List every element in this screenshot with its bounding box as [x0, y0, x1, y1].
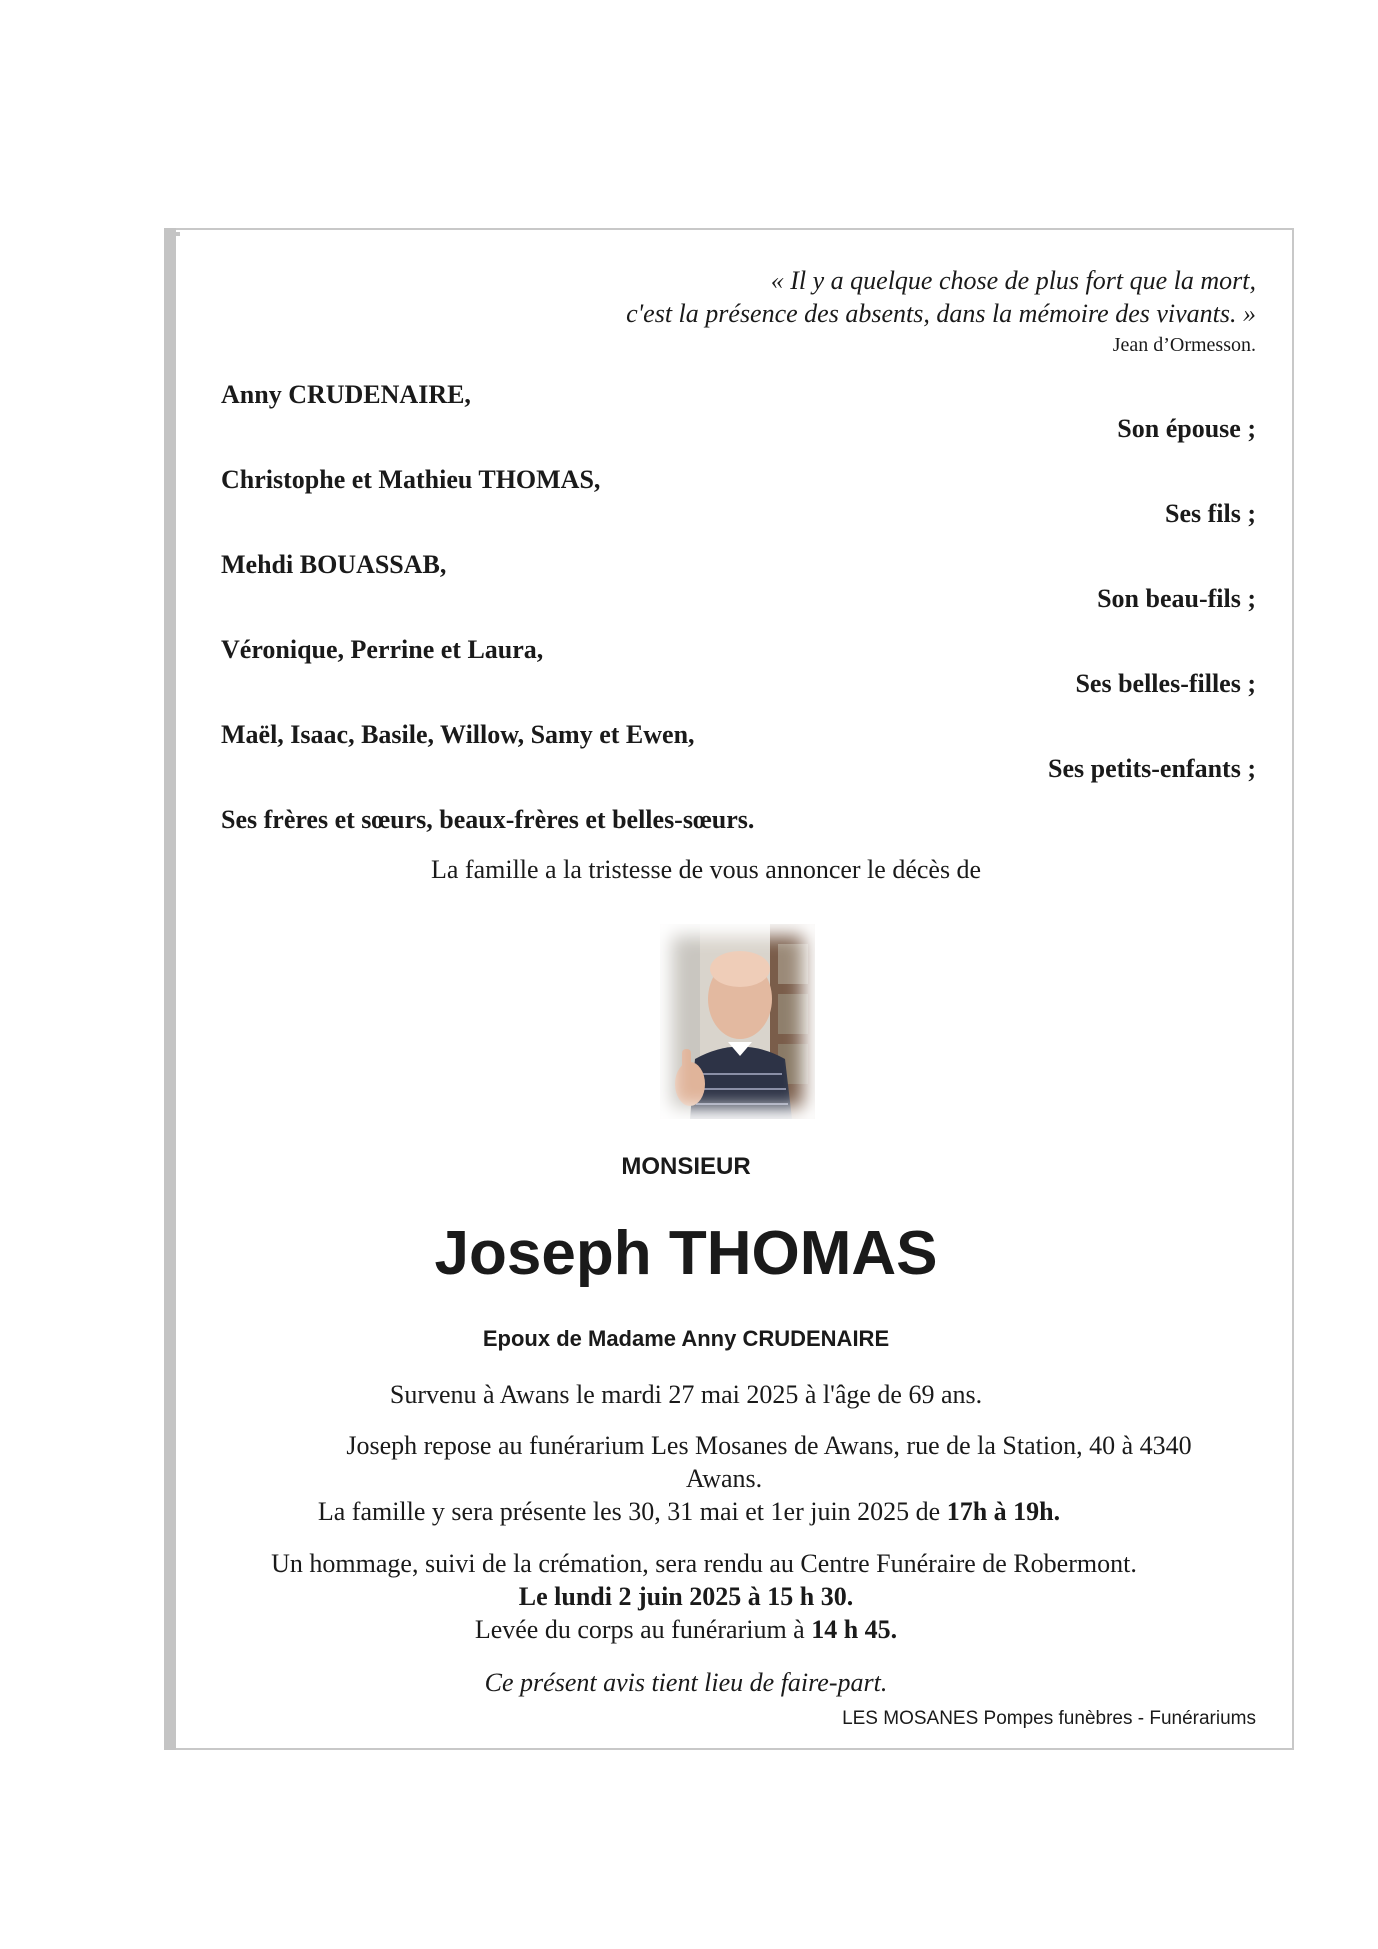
- faire-part-notice: Ce présent avis tient lieu de faire-part.: [484, 1668, 888, 1697]
- family-relation-spouse: Son épouse ;: [1117, 414, 1256, 443]
- frame-corner-mark: [176, 232, 180, 236]
- quote-author: Jean d’Ormesson.: [1112, 334, 1256, 356]
- family-names-stepson: Mehdi BOUASSAB,: [221, 550, 447, 579]
- family-relation-daughters-in-law: Ses belles-filles ;: [1075, 669, 1256, 698]
- levee-time: 14 h 45.: [811, 1615, 898, 1644]
- presence-text: La famille y sera présente les 30, 31 mai et 1er juin 2025 de: [317, 1497, 947, 1526]
- presence-line: [0, 1497, 1378, 1527]
- deceased-title: MONSIEUR: [621, 1153, 751, 1180]
- quote-line-2: c'est la présence des absents, dans la mémoire des vivants. »: [626, 299, 1256, 328]
- repose-line-1: Joseph repose au funérarium Les Mosanes de Awans, rue de la Station, 40 à 4340: [346, 1431, 1192, 1460]
- spouse-line: Epoux de Madame Anny CRUDENAIRE: [482, 1326, 890, 1351]
- family-relation-sons: Ses fils ;: [1165, 499, 1256, 528]
- deceased-photo: [660, 924, 815, 1119]
- levee-text: Levée du corps au funérarium à: [474, 1615, 812, 1644]
- family-names-sons: Christophe et Mathieu THOMAS,: [221, 465, 601, 494]
- family-relation-grandchildren: Ses petits-enfants ;: [1048, 754, 1256, 783]
- deceased-name: Joseph THOMAS: [434, 1219, 938, 1288]
- family-siblings: Ses frères et sœurs, beaux-frères et belles-sœurs.: [221, 805, 755, 834]
- death-info: Survenu à Awans le mardi 27 mai 2025 à l'âge de 69 ans.: [389, 1380, 983, 1409]
- levee-line: [0, 1615, 1375, 1645]
- hommage-date: Le lundi 2 juin 2025 à 15 h 30.: [518, 1582, 854, 1611]
- repose-line-2: Awans.: [685, 1464, 763, 1493]
- announcement-text: La famille a la tristesse de vous annoncer le décès de: [431, 855, 982, 884]
- quote-line-1: « Il y a quelque chose de plus fort que la mort,: [770, 266, 1256, 295]
- presence-hours: 17h à 19h.: [946, 1497, 1061, 1526]
- family-names-grandchildren: Maël, Isaac, Basile, Willow, Samy et Ewen,: [221, 720, 695, 749]
- family-names-spouse: Anny CRUDENAIRE,: [221, 380, 471, 409]
- hommage-line: Un hommage, suivi de la crémation, sera rendu au Centre Funéraire de Robermont.: [271, 1549, 1137, 1578]
- family-names-daughters-in-law: Véronique, Perrine et Laura,: [221, 635, 544, 664]
- family-relation-stepson: Son beau-fils ;: [1097, 584, 1256, 613]
- funeral-home-signature: LES MOSANES Pompes funèbres - Funérariums: [842, 1708, 1256, 1729]
